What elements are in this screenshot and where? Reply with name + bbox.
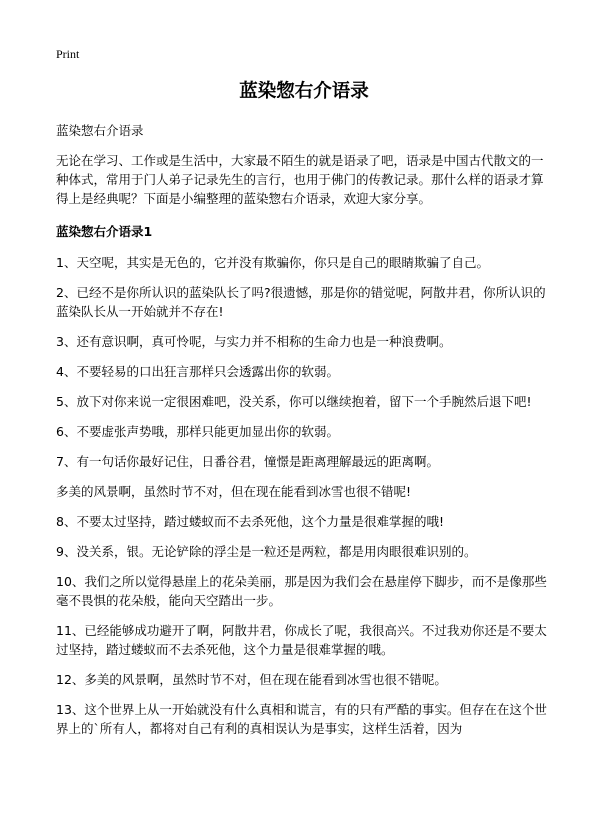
subtitle: 蓝染惣右介语录 [56, 123, 144, 138]
quote-paragraph: 7、有一句话你最好记住，日番谷君，憧憬是距离理解最远的距离啊。 [56, 454, 439, 469]
intro-paragraph: 无论在学习、工作或是生活中，大家最不陌生的就是语录了吧，语录是中国古代散文的一种体式，常用于门人弟子记录先生的言行，也用于佛门的传教记录。那什么样的语录才算得上是经典呢？下面是小编整理的蓝染惣右介语录，欢迎大家分享。 [56, 153, 544, 206]
quote-paragraph: 1、天空呢，其实是无色的，它并没有欺骗你，你只是自己的眼睛欺骗了自己。 [56, 255, 489, 270]
quote-paragraph: 8、不要太过坚持，踏过蝼蚁而不去杀死他，这个力量是很难掌握的哦! [56, 514, 444, 529]
quote-paragraph: 4、不要轻易的口出狂言那样只会透露出你的软弱。 [56, 364, 339, 379]
print-link[interactable]: Print [56, 47, 80, 61]
quote-paragraph: 10、我们之所以觉得悬崖上的花朵美丽，那是因为我们会在悬崖停下脚步，而不是像那些毫不畏惧的花朵般，能向天空踏出一步。 [56, 574, 547, 608]
quote-paragraph: 12、多美的风景啊，虽然时节不对，但在现在能看到冰雪也很不错呢。 [56, 672, 447, 687]
quote-paragraph: 9、没关系，银。无论铲除的浮尘是一粒还是两粒，都是用肉眼很难识别的。 [56, 544, 477, 559]
quote-paragraph: 多美的风景啊，虽然时节不对，但在现在能看到冰雪也很不错呢! [56, 484, 412, 499]
quote-paragraph: 2、已经不是你所认识的蓝染队长了吗?很遗憾，那是你的错觉呢，阿散井君，你所认识的蓝染队长从一开始就并不存在! [56, 285, 546, 319]
quote-paragraph: 13、这个世界上从一开始就没有什么真相和谎言，有的只有严酷的事实。但存在在这个世界上的`所有人，都将对自己有利的真相误认为是事实，这样生活着，因为 [56, 702, 547, 736]
section-heading: 蓝染惣右介语录1 [56, 224, 153, 239]
quote-paragraph: 5、放下对你来说一定很困难吧，没关系，你可以继续抱着，留下一个手腕然后退下吧! [56, 394, 532, 409]
page-title: 蓝染惣右介语录 [239, 81, 369, 102]
quote-paragraph: 11、已经能够成功避开了啊，阿散井君，你成长了呢，我很高兴。不过我劝你还是不要太过坚持，踏过蝼蚁而不去杀死他，这个力量是很难掌握的哦。 [56, 623, 547, 657]
quote-paragraph: 3、还有意识啊，真可怜呢，与实力并不相称的生命力也是一种浪费啊。 [56, 334, 452, 349]
quote-paragraph: 6、不要虚张声势哦，那样只能更加显出你的软弱。 [56, 424, 339, 439]
